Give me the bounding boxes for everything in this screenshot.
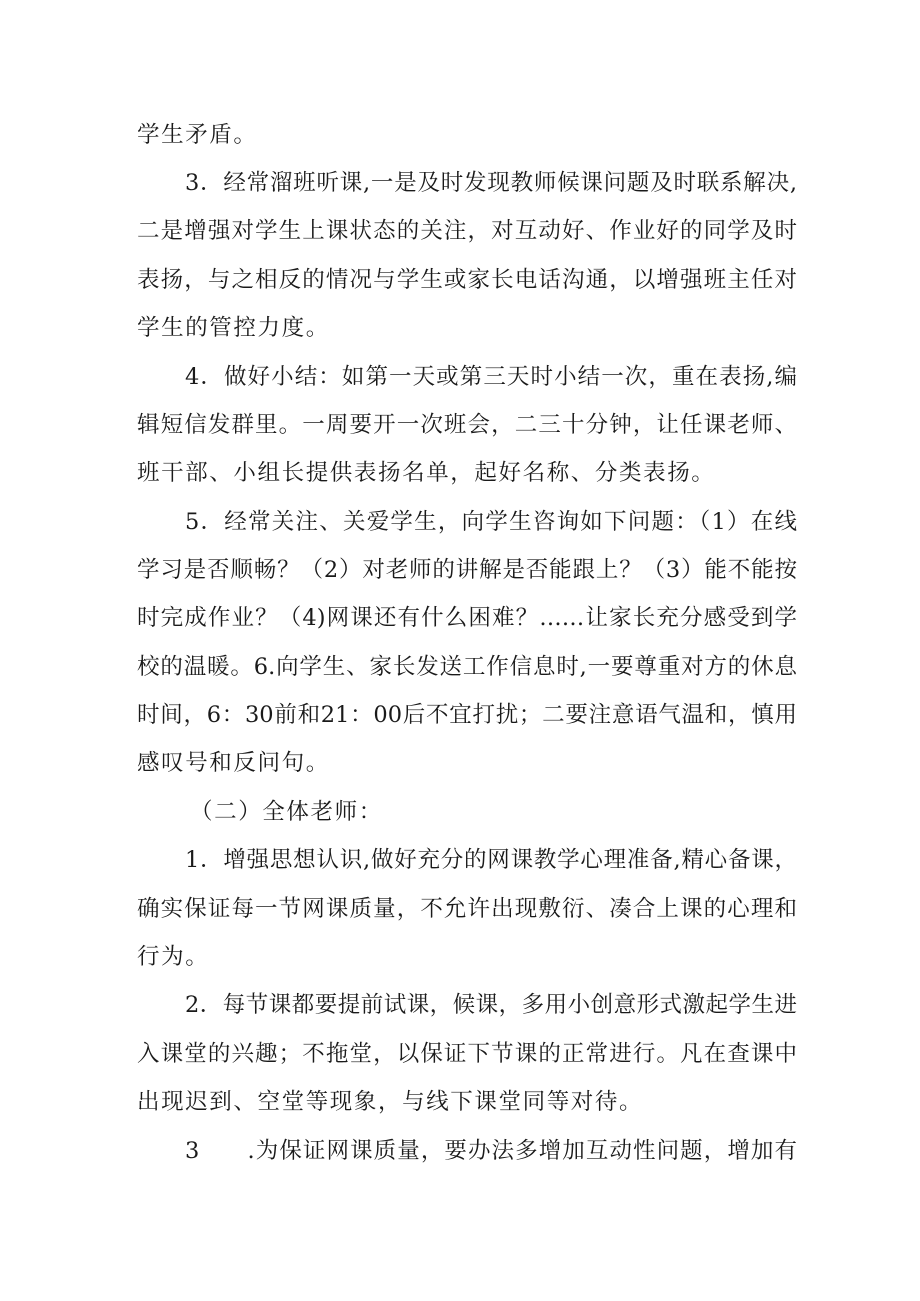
text-line-12: 校的温暖。6.向学生、家长发送工作信息时,一要尊重对方的休息 <box>137 654 797 680</box>
text-line-4: 表扬，与之相反的情况与学生或家长电话沟通，以增强班主任对 <box>137 267 797 293</box>
text-line-17: 确实保证每一节网课质量，不允许出现敷衍、凑合上课的心理和 <box>137 896 797 922</box>
text-line-7: 辑短信发群里。一周要开一次班会，二三十分钟，让任课老师、 <box>137 412 797 438</box>
text-line-10: 学习是否顺畅？（2）对老师的讲解是否能跟上？（3）能不能按 <box>137 557 797 583</box>
text-line-20: 入课堂的兴趣；不拖堂，以保证下节课的正常进行。凡在查课中 <box>137 1041 797 1067</box>
text-line-21: 出现迟到、空堂等现象，与线下课堂同等对待。 <box>137 1089 644 1115</box>
text-line-3: 二是增强对学生上课状态的关注，对互动好、作业好的同学及时 <box>137 218 797 244</box>
section-heading: （二）全体老师： <box>190 799 383 825</box>
text-line-16: 1．增强思想认识,做好充分的网课教学心理准备,精心备课， <box>185 847 797 873</box>
text-line-11: 时完成作业？（4)网课还有什么困难？……让家长充分感受到学 <box>137 605 797 631</box>
text-line-6: 4．做好小结：如第一天或第三天时小结一次，重在表扬,编 <box>185 364 797 390</box>
text-line-5: 学生的管控力度。 <box>137 315 330 341</box>
text-line-9: 5．经常关注、关爱学生，向学生咨询如下问题：（1）在线 <box>185 509 797 535</box>
text-line-19: 2．每节课都要提前试课，候课，多用小创意形式激起学生进 <box>185 992 797 1018</box>
text-line-14: 感叹号和反问句。 <box>137 750 330 776</box>
text-line-1: 学生矛盾。 <box>137 122 258 148</box>
text-line-18: 行为。 <box>137 944 210 970</box>
text-line-2: 3．经常溜班听课,一是及时发现教师候课问题及时联系解决, <box>185 170 797 196</box>
text-line-13: 时间，6：30前和21：00后不宜打扰；二要注意语气温和，慎用 <box>137 702 797 728</box>
text-line-8: 班干部、小组长提供表扬名单，起好名称、分类表扬。 <box>137 460 716 486</box>
text-line-22: 3 .为保证网课质量，要办法多增加互动性问题，增加有 <box>185 1138 797 1164</box>
